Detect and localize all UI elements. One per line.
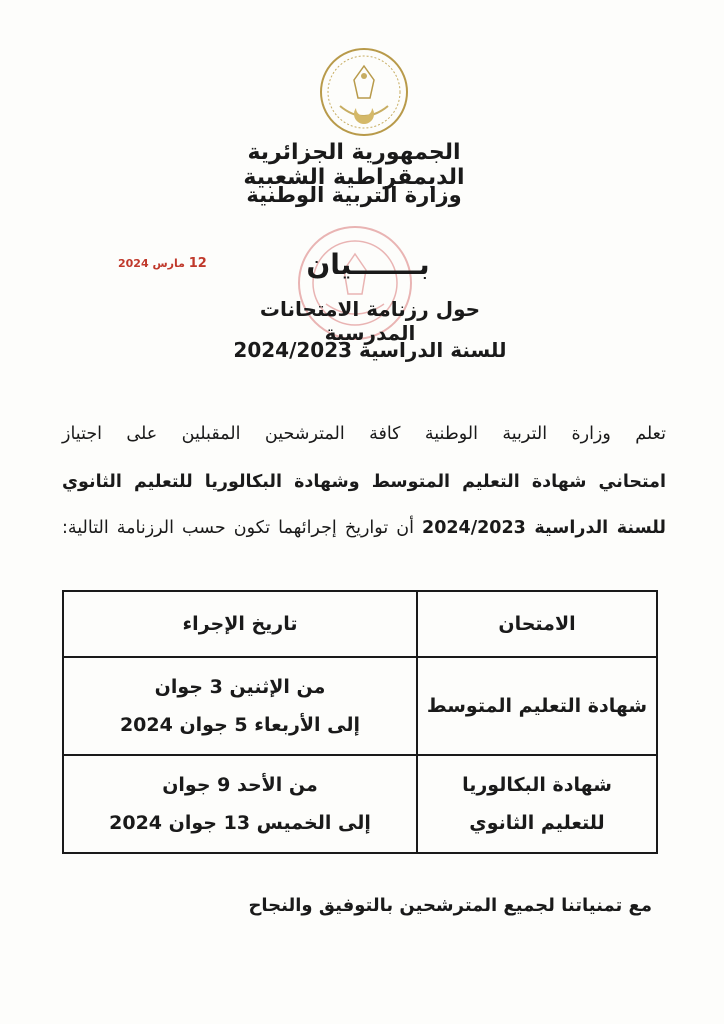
stamp-year: 2024 — [118, 257, 149, 270]
exam-name-line: شهادة التعليم المتوسط — [426, 695, 648, 717]
national-emblem-icon — [318, 46, 410, 138]
announcement-title: بـــــــيان — [306, 248, 430, 281]
stamp-month: مارس — [152, 257, 185, 270]
date-stamp — [118, 256, 207, 271]
table-row — [63, 657, 657, 755]
exam-name-cell — [417, 755, 657, 853]
header-date: تاريخ الإجراء — [63, 591, 417, 657]
header-exam: الامتحان — [417, 591, 657, 657]
closing-wishes: مع تمنياتنا لجميع المترشحين بالتوفيق والنجاح — [248, 895, 652, 916]
exam-schedule-table — [62, 590, 658, 854]
intro-line-3-rest: أن تواريخ إجرائهما تكون حسب الرزنامة التالية: — [62, 518, 423, 538]
exam-name-cell — [417, 657, 657, 755]
stamp-day: 12 — [188, 256, 207, 271]
intro-line-2: امتحاني شهادة التعليم المتوسط وشهادة البكالوريا للتعليم الثانوي — [62, 472, 666, 492]
exam-name-line: للتعليم الثانوي — [469, 812, 605, 834]
announcement-subtitle: حول رزنامة الامتحانات المدرسية — [259, 297, 481, 345]
date-end: إلى الخميس 13 جوان 2024 — [109, 812, 371, 834]
exam-date-cell — [63, 755, 417, 853]
date-start: من الأحد 9 جوان — [162, 774, 318, 796]
exam-date-cell — [63, 657, 417, 755]
ministry-title: وزارة التربية الوطنية — [246, 183, 462, 207]
intro-line-3 — [62, 518, 666, 538]
intro-line-1: تعلم وزارة التربية الوطنية كافة المترشحين المقبلين على اجتياز — [62, 424, 666, 444]
table-row — [63, 755, 657, 853]
intro-year-bold: للسنة الدراسية 2024/2023 — [422, 518, 666, 538]
school-year-line: للسنة الدراسية 2024/2023 — [233, 338, 507, 362]
republic-title: الجمهورية الجزائرية الديمقراطية الشعبية — [243, 140, 465, 190]
table-header-row — [63, 591, 657, 657]
date-start: من الإثنين 3 جوان — [154, 676, 326, 698]
date-end: إلى الأربعاء 5 جوان 2024 — [119, 714, 361, 736]
exam-name-line: شهادة البكالوريا — [462, 774, 612, 796]
